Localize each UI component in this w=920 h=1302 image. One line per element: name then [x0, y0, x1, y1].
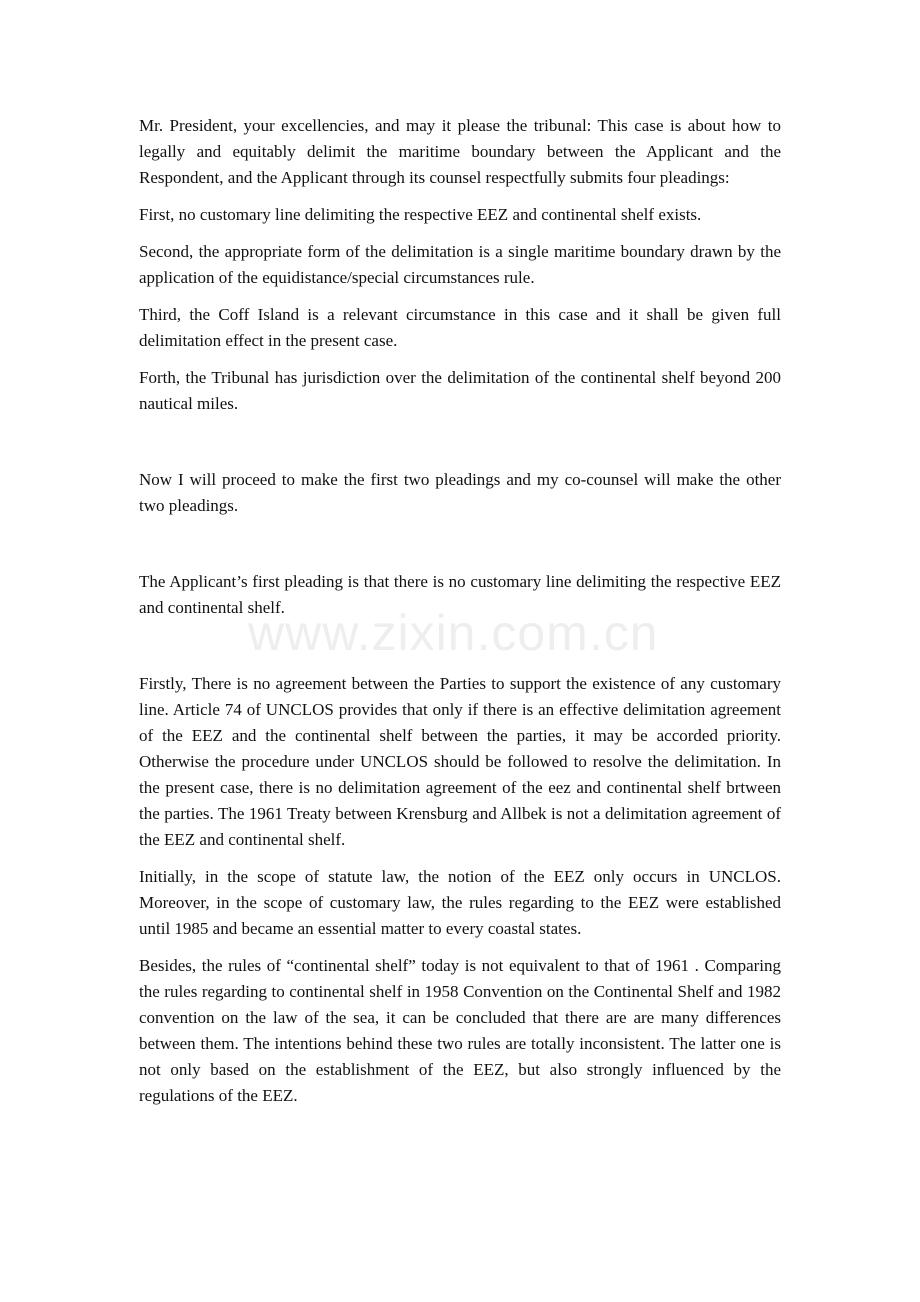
third-pleading-summary: Third, the Coff Island is a relevant circumstance in this case and it shall be given full delimitation effect in the present case.	[139, 305, 781, 350]
firstly-paragraph: Firstly, There is no agreement between the Parties to support the existence of any customary line. Article 74 of UNCLOS provides that only if there is an effective delimitation agreement of the EEZ and the continental shelf between the parties, it may be accorded priority. Otherwise the procedure under UNCLOS should be followed to resolve the delimitation. In the present case, there is no delimitation agreement of the eez and continental shelf brtween the parties. The 1961 Treaty between Krensburg and Allbek is not a delimitation agreement of the EEZ and continental shelf.	[139, 674, 781, 849]
watermark: www.zixin.com.cn	[248, 605, 659, 661]
proceeding-paragraph: Now I will proceed to make the first two pleadings and my co-counsel will make the other two pleadings.	[139, 470, 781, 515]
opening-paragraph: Mr. President, your excellencies, and may it please the tribunal: This case is about how to legally and equitably delimit the maritime boundary between the Applicant and the Respondent, and the Applicant through its counsel respectfully submits four pleadings:	[139, 116, 781, 187]
fourth-pleading-summary: Forth, the Tribunal has jurisdiction over the delimitation of the continental shelf beyond 200 nautical miles.	[139, 368, 781, 413]
first-pleading-summary: First, no customary line delimiting the respective EEZ and continental shelf exists.	[139, 205, 702, 224]
first-pleading-heading-paragraph: The Applicant’s first pleading is that there is no customary line delimiting the respective EEZ and continental shelf.	[139, 572, 781, 617]
initially-paragraph: Initially, in the scope of statute law, the notion of the EEZ only occurs in UNCLOS. Moreover, in the scope of customary law, the rules regarding to the EEZ were established until 1985 and became an essential matter to every coastal states.	[139, 867, 781, 938]
document-body	[139, 113, 781, 1109]
second-pleading-summary: Second, the appropriate form of the delimitation is a single maritime boundary drawn by the application of the equidistance/special circumstances rule.	[139, 242, 781, 287]
besides-paragraph: Besides, the rules of “continental shelf” today is not equivalent to that of 1961 . Comparing the rules regarding to continental shelf in 1958 Convention on the Continental Shelf and 1982 convention on the law of the sea, it can be concluded that there are are many differences between them. The intentions behind these two rules are totally inconsistent. The latter one is not only based on the establishment of the EEZ, but also strongly influenced by the regulations of the EEZ.	[139, 956, 781, 1105]
